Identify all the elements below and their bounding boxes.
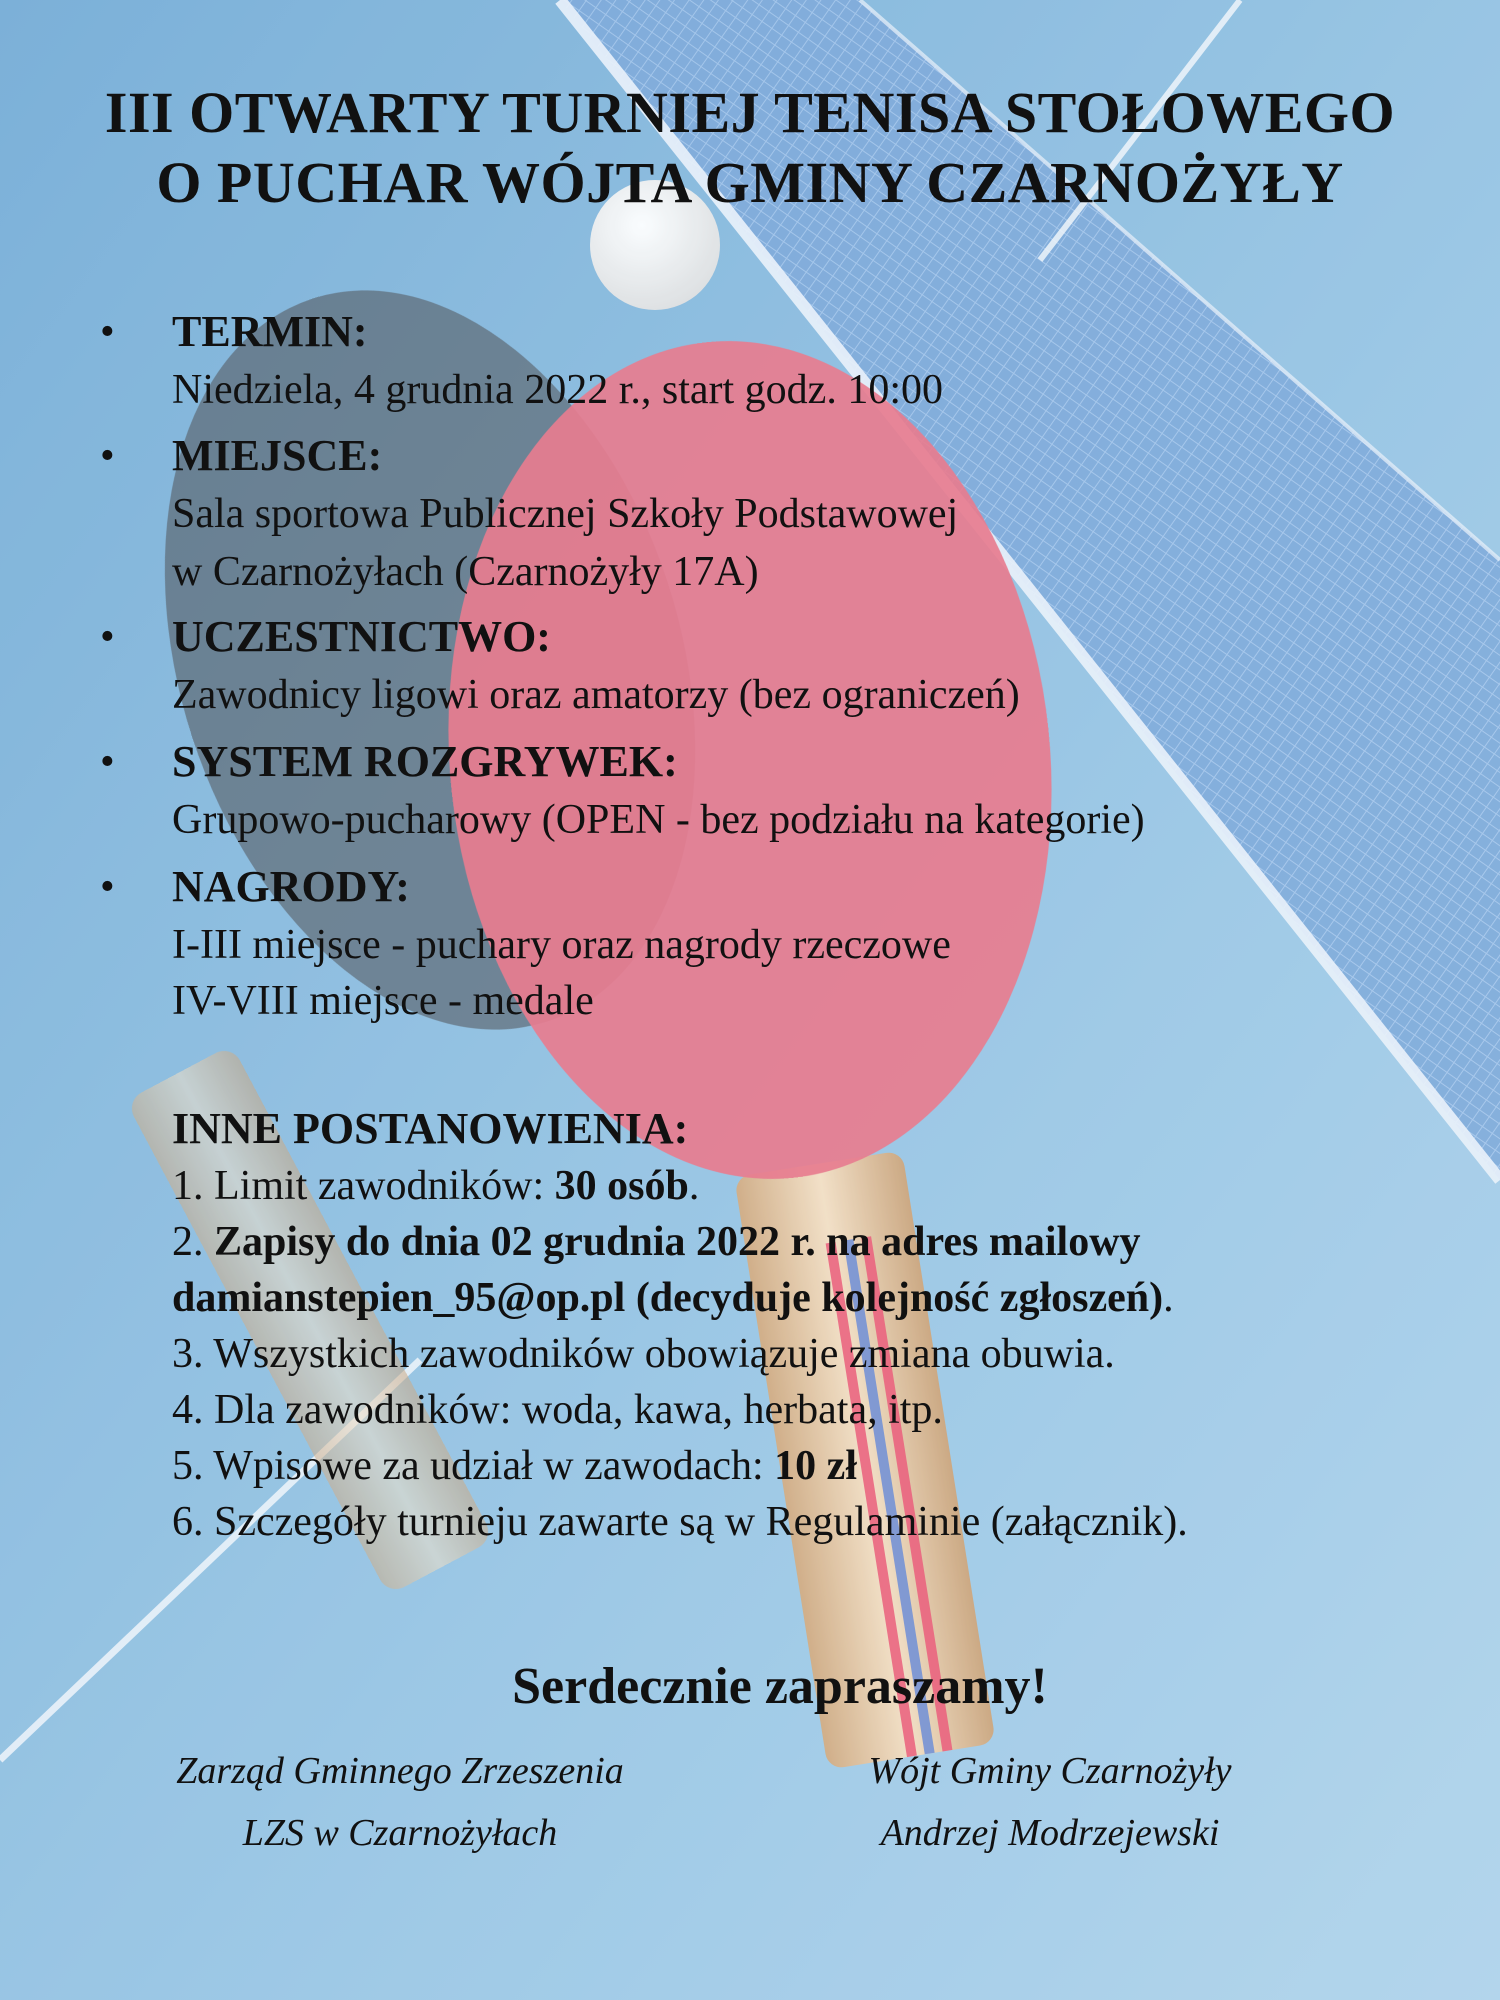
item-label: SYSTEM ROZGRYWEK: (172, 737, 678, 786)
item-label: UCZESTNICTWO: (172, 612, 551, 661)
signature-organizer (100, 1740, 700, 1864)
signature-line: Zarząd Gminnego Zrzeszenia (176, 1750, 624, 1792)
item-label: TERMIN: (172, 307, 368, 356)
provision-5 (172, 1438, 1422, 1494)
bullet: • (100, 309, 115, 355)
provision-6: 6. Szczegóły turnieju zawarte są w Regulaminie (załącznik). (172, 1499, 1188, 1545)
provision-2 (172, 1214, 1422, 1270)
bullet: • (100, 614, 115, 660)
registration-deadline: Zapisy do dnia 02 grudnia 2022 r. na adres mailowy (214, 1219, 1141, 1265)
title-line-2: O PUCHAR WÓJTA GMINY CZARNOŻYŁY (156, 150, 1344, 215)
item-text: Sala sportowa Publicznej Szkoły Podstawowej (172, 491, 959, 537)
signature-line: Andrzej Modrzejewski (880, 1812, 1220, 1854)
entry-fee: 10 zł (774, 1443, 857, 1489)
provision-text: . (1163, 1275, 1174, 1321)
provision-3: 3. Wszystkich zawodników obowiązuje zmiana obuwia. (172, 1331, 1115, 1377)
provision-4: 4. Dla zawodników: woda, kawa, herbata, itp. (172, 1387, 943, 1433)
provision-text: 5. Wpisowe za udział w zawodach: (172, 1443, 775, 1489)
item-text: Zawodnicy ligowi oraz amatorzy (bez ograniczeń) (172, 672, 1020, 718)
item-text: Grupowo-pucharowy (OPEN - bez podziału na kategorie) (172, 797, 1145, 843)
closing-invitation: Serdecznie zapraszamy! (512, 1658, 1048, 1715)
registration-email: damianstepien_95@op.pl (decyduje kolejność zgłoszeń) (172, 1275, 1164, 1321)
item-text: IV-VIII miejsce - medale (172, 978, 594, 1024)
bullet: • (100, 739, 115, 785)
item-label: NAGRODY: (172, 862, 410, 911)
bullet: • (100, 864, 115, 910)
item-text: I-III miejsce - puchary oraz nagrody rzeczowe (172, 922, 951, 968)
participant-limit: 30 osób (554, 1163, 689, 1209)
item-text: Niedziela, 4 grudnia 2022 r., start godz. 10:00 (172, 367, 943, 413)
signature-line: Wójt Gminy Czarnożyły (868, 1750, 1232, 1792)
signature-line: LZS w Czarnożyłach (242, 1812, 558, 1854)
provision-1 (172, 1158, 1422, 1214)
provision-2-email (172, 1270, 1422, 1326)
item-text: w Czarnożyłach (Czarnożyły 17A) (172, 549, 759, 595)
title-line-1: III OTWARTY TURNIEJ TENISA STOŁOWEGO (104, 80, 1396, 145)
provision-text: 2. (172, 1219, 214, 1265)
bullet: • (100, 433, 115, 479)
signature-mayor (750, 1740, 1350, 1864)
provision-text: 1. Limit zawodników: (172, 1163, 555, 1209)
other-provisions-label: INNE POSTANOWIENIA: (172, 1104, 689, 1153)
other-provisions (172, 1100, 1422, 1550)
provision-text: . (688, 1163, 700, 1209)
item-label: MIEJSCE: (172, 431, 383, 480)
